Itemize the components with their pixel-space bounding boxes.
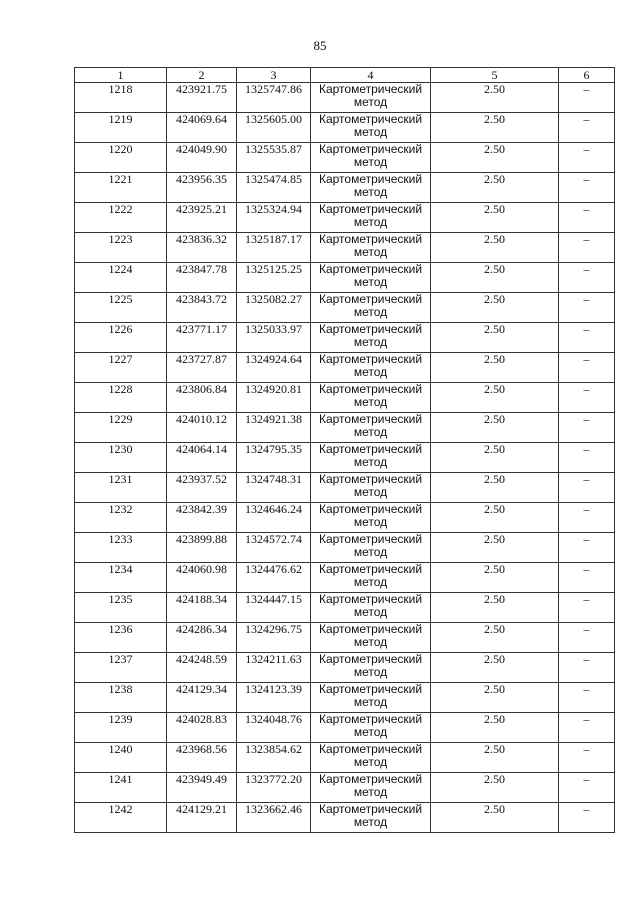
x-coordinate: 423899.88 <box>167 533 237 563</box>
x-coordinate: 423921.75 <box>167 83 237 113</box>
note-cell: – <box>559 383 615 413</box>
point-number: 1227 <box>75 353 167 383</box>
note-cell: – <box>559 563 615 593</box>
accuracy-value: 2.50 <box>431 383 559 413</box>
x-coordinate: 423842.39 <box>167 503 237 533</box>
note-cell: – <box>559 233 615 263</box>
column-header-3: 3 <box>237 68 311 83</box>
x-coordinate: 423806.84 <box>167 383 237 413</box>
note-cell: – <box>559 593 615 623</box>
determination-method: Картометрический метод <box>311 563 431 593</box>
determination-method: Картометрический метод <box>311 683 431 713</box>
note-cell: – <box>559 683 615 713</box>
table-row <box>75 83 615 113</box>
table-row <box>75 113 615 143</box>
determination-method: Картометрический метод <box>311 533 431 563</box>
x-coordinate: 424248.59 <box>167 653 237 683</box>
table-row <box>75 383 615 413</box>
x-coordinate: 424286.34 <box>167 623 237 653</box>
x-coordinate: 423727.87 <box>167 353 237 383</box>
table-row <box>75 533 615 563</box>
y-coordinate: 1324211.63 <box>237 653 311 683</box>
note-cell: – <box>559 803 615 833</box>
point-number: 1238 <box>75 683 167 713</box>
x-coordinate: 423925.21 <box>167 203 237 233</box>
table-row <box>75 143 615 173</box>
column-header-4: 4 <box>311 68 431 83</box>
y-coordinate: 1325747.86 <box>237 83 311 113</box>
y-coordinate: 1324748.31 <box>237 473 311 503</box>
table-row <box>75 563 615 593</box>
accuracy-value: 2.50 <box>431 113 559 143</box>
point-number: 1224 <box>75 263 167 293</box>
table-row <box>75 773 615 803</box>
x-coordinate: 424049.90 <box>167 143 237 173</box>
point-number: 1223 <box>75 233 167 263</box>
note-cell: – <box>559 263 615 293</box>
x-coordinate: 423843.72 <box>167 293 237 323</box>
y-coordinate: 1324920.81 <box>237 383 311 413</box>
determination-method: Картометрический метод <box>311 593 431 623</box>
point-number: 1233 <box>75 533 167 563</box>
x-coordinate: 424129.21 <box>167 803 237 833</box>
note-cell: – <box>559 353 615 383</box>
y-coordinate: 1325605.00 <box>237 113 311 143</box>
determination-method: Картометрический метод <box>311 173 431 203</box>
table-row <box>75 173 615 203</box>
x-coordinate: 423836.32 <box>167 233 237 263</box>
determination-method: Картометрический метод <box>311 473 431 503</box>
accuracy-value: 2.50 <box>431 353 559 383</box>
accuracy-value: 2.50 <box>431 203 559 233</box>
table-row <box>75 803 615 833</box>
note-cell: – <box>559 83 615 113</box>
table-row <box>75 203 615 233</box>
determination-method: Картометрический метод <box>311 83 431 113</box>
x-coordinate: 424064.14 <box>167 443 237 473</box>
y-coordinate: 1323662.46 <box>237 803 311 833</box>
point-number: 1225 <box>75 293 167 323</box>
accuracy-value: 2.50 <box>431 293 559 323</box>
note-cell: – <box>559 443 615 473</box>
x-coordinate: 424010.12 <box>167 413 237 443</box>
determination-method: Картометрический метод <box>311 203 431 233</box>
table-row <box>75 323 615 353</box>
note-cell: – <box>559 473 615 503</box>
table-row <box>75 293 615 323</box>
note-cell: – <box>559 293 615 323</box>
note-cell: – <box>559 623 615 653</box>
y-coordinate: 1325033.97 <box>237 323 311 353</box>
note-cell: – <box>559 203 615 233</box>
point-number: 1237 <box>75 653 167 683</box>
x-coordinate: 423847.78 <box>167 263 237 293</box>
determination-method: Картометрический метод <box>311 323 431 353</box>
determination-method: Картометрический метод <box>311 143 431 173</box>
note-cell: – <box>559 743 615 773</box>
determination-method: Картометрический метод <box>311 353 431 383</box>
x-coordinate: 423937.52 <box>167 473 237 503</box>
table-row <box>75 683 615 713</box>
accuracy-value: 2.50 <box>431 503 559 533</box>
determination-method: Картометрический метод <box>311 263 431 293</box>
y-coordinate: 1324048.76 <box>237 713 311 743</box>
y-coordinate: 1323772.20 <box>237 773 311 803</box>
table-row <box>75 503 615 533</box>
note-cell: – <box>559 773 615 803</box>
note-cell: – <box>559 713 615 743</box>
x-coordinate: 423956.35 <box>167 173 237 203</box>
determination-method: Картометрический метод <box>311 623 431 653</box>
accuracy-value: 2.50 <box>431 623 559 653</box>
point-number: 1232 <box>75 503 167 533</box>
determination-method: Картометрический метод <box>311 293 431 323</box>
x-coordinate: 423968.56 <box>167 743 237 773</box>
y-coordinate: 1324921.38 <box>237 413 311 443</box>
accuracy-value: 2.50 <box>431 263 559 293</box>
coordinates-table <box>74 67 615 833</box>
accuracy-value: 2.50 <box>431 743 559 773</box>
accuracy-value: 2.50 <box>431 413 559 443</box>
table-row <box>75 473 615 503</box>
determination-method: Картометрический метод <box>311 443 431 473</box>
note-cell: – <box>559 413 615 443</box>
y-coordinate: 1324123.39 <box>237 683 311 713</box>
x-coordinate: 424188.34 <box>167 593 237 623</box>
point-number: 1222 <box>75 203 167 233</box>
determination-method: Картометрический метод <box>311 803 431 833</box>
y-coordinate: 1324447.15 <box>237 593 311 623</box>
note-cell: – <box>559 143 615 173</box>
table-row <box>75 713 615 743</box>
accuracy-value: 2.50 <box>431 143 559 173</box>
point-number: 1229 <box>75 413 167 443</box>
note-cell: – <box>559 653 615 683</box>
determination-method: Картометрический метод <box>311 503 431 533</box>
point-number: 1220 <box>75 143 167 173</box>
y-coordinate: 1323854.62 <box>237 743 311 773</box>
determination-method: Картометрический метод <box>311 413 431 443</box>
table-body <box>75 83 615 833</box>
y-coordinate: 1325082.27 <box>237 293 311 323</box>
determination-method: Картометрический метод <box>311 713 431 743</box>
point-number: 1221 <box>75 173 167 203</box>
x-coordinate: 424060.98 <box>167 563 237 593</box>
point-number: 1230 <box>75 443 167 473</box>
point-number: 1242 <box>75 803 167 833</box>
accuracy-value: 2.50 <box>431 83 559 113</box>
x-coordinate: 423771.17 <box>167 323 237 353</box>
y-coordinate: 1324795.35 <box>237 443 311 473</box>
accuracy-value: 2.50 <box>431 533 559 563</box>
determination-method: Картометрический метод <box>311 383 431 413</box>
x-coordinate: 424028.83 <box>167 713 237 743</box>
point-number: 1239 <box>75 713 167 743</box>
column-header-6: 6 <box>559 68 615 83</box>
x-coordinate: 423949.49 <box>167 773 237 803</box>
note-cell: – <box>559 503 615 533</box>
point-number: 1231 <box>75 473 167 503</box>
note-cell: – <box>559 173 615 203</box>
accuracy-value: 2.50 <box>431 233 559 263</box>
column-header-1: 1 <box>75 68 167 83</box>
accuracy-value: 2.50 <box>431 773 559 803</box>
note-cell: – <box>559 113 615 143</box>
point-number: 1218 <box>75 83 167 113</box>
accuracy-value: 2.50 <box>431 713 559 743</box>
point-number: 1236 <box>75 623 167 653</box>
point-number: 1226 <box>75 323 167 353</box>
accuracy-value: 2.50 <box>431 173 559 203</box>
table-row <box>75 443 615 473</box>
column-header-5: 5 <box>431 68 559 83</box>
point-number: 1235 <box>75 593 167 623</box>
determination-method: Картометрический метод <box>311 113 431 143</box>
y-coordinate: 1324646.24 <box>237 503 311 533</box>
point-number: 1240 <box>75 743 167 773</box>
accuracy-value: 2.50 <box>431 443 559 473</box>
column-header-2: 2 <box>167 68 237 83</box>
y-coordinate: 1325535.87 <box>237 143 311 173</box>
accuracy-value: 2.50 <box>431 323 559 353</box>
y-coordinate: 1324476.62 <box>237 563 311 593</box>
accuracy-value: 2.50 <box>431 653 559 683</box>
determination-method: Картометрический метод <box>311 233 431 263</box>
x-coordinate: 424069.64 <box>167 113 237 143</box>
accuracy-value: 2.50 <box>431 683 559 713</box>
y-coordinate: 1325324.94 <box>237 203 311 233</box>
point-number: 1241 <box>75 773 167 803</box>
table-row <box>75 353 615 383</box>
table-row <box>75 413 615 443</box>
determination-method: Картометрический метод <box>311 743 431 773</box>
point-number: 1234 <box>75 563 167 593</box>
point-number: 1219 <box>75 113 167 143</box>
accuracy-value: 2.50 <box>431 563 559 593</box>
y-coordinate: 1324296.75 <box>237 623 311 653</box>
determination-method: Картометрический метод <box>311 773 431 803</box>
table-row <box>75 593 615 623</box>
table-row <box>75 743 615 773</box>
point-number: 1228 <box>75 383 167 413</box>
page-number: 85 <box>313 38 327 53</box>
table-header <box>75 68 615 83</box>
y-coordinate: 1324572.74 <box>237 533 311 563</box>
table-row <box>75 623 615 653</box>
determination-method: Картометрический метод <box>311 653 431 683</box>
accuracy-value: 2.50 <box>431 593 559 623</box>
y-coordinate: 1324924.64 <box>237 353 311 383</box>
y-coordinate: 1325187.17 <box>237 233 311 263</box>
table-row <box>75 653 615 683</box>
accuracy-value: 2.50 <box>431 473 559 503</box>
y-coordinate: 1325125.25 <box>237 263 311 293</box>
table-row <box>75 263 615 293</box>
note-cell: – <box>559 323 615 353</box>
y-coordinate: 1325474.85 <box>237 173 311 203</box>
table-row <box>75 233 615 263</box>
accuracy-value: 2.50 <box>431 803 559 833</box>
note-cell: – <box>559 533 615 563</box>
x-coordinate: 424129.34 <box>167 683 237 713</box>
